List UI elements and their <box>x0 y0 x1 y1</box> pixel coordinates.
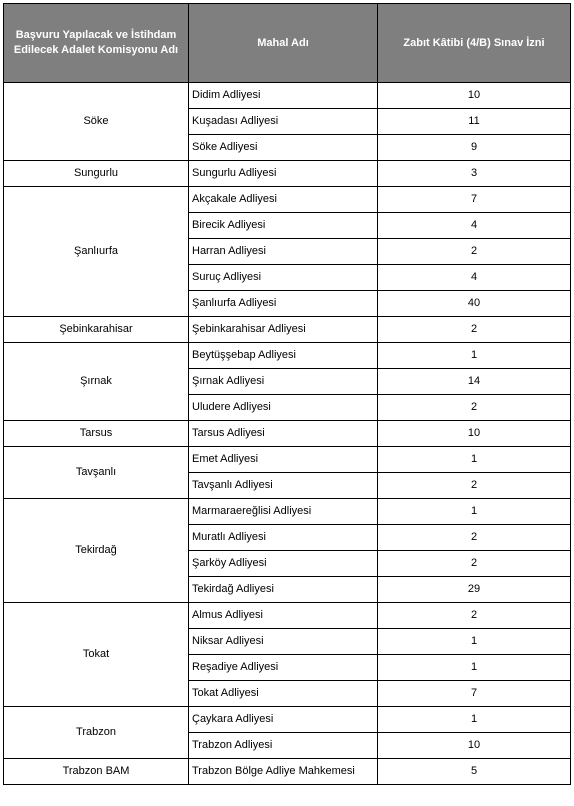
mahal-cell: Birecik Adliyesi <box>189 213 378 239</box>
mahal-cell: Tekirdağ Adliyesi <box>189 577 378 603</box>
header-row <box>4 4 571 83</box>
komisyon-cell: Tekirdağ <box>4 499 189 603</box>
mahal-cell: Didim Adliyesi <box>189 83 378 109</box>
sayi-cell: 7 <box>378 187 571 213</box>
header-mahal: Mahal Adı <box>189 4 378 83</box>
sayi-cell: 2 <box>378 395 571 421</box>
sayi-cell: 2 <box>378 603 571 629</box>
table-body <box>4 83 571 785</box>
sayi-cell: 4 <box>378 213 571 239</box>
mahal-cell: Şebinkarahisar Adliyesi <box>189 317 378 343</box>
table-row <box>4 759 571 785</box>
mahal-cell: Suruç Adliyesi <box>189 265 378 291</box>
komisyon-cell: Söke <box>4 83 189 161</box>
sayi-cell: 3 <box>378 161 571 187</box>
mahal-cell: Reşadiye Adliyesi <box>189 655 378 681</box>
sayi-cell: 1 <box>378 343 571 369</box>
mahal-cell: Beytüşşebap Adliyesi <box>189 343 378 369</box>
mahal-cell: Harran Adliyesi <box>189 239 378 265</box>
komisyon-cell: Trabzon BAM <box>4 759 189 785</box>
komisyon-cell: Şırnak <box>4 343 189 421</box>
mahal-cell: Akçakale Adliyesi <box>189 187 378 213</box>
sayi-cell: 2 <box>378 551 571 577</box>
mahal-cell: Niksar Adliyesi <box>189 629 378 655</box>
sayi-cell: 1 <box>378 447 571 473</box>
komisyon-cell: Şebinkarahisar <box>4 317 189 343</box>
table-row <box>4 447 571 473</box>
sayi-cell: 2 <box>378 317 571 343</box>
mahal-cell: Şırnak Adliyesi <box>189 369 378 395</box>
mahal-cell: Tavşanlı Adliyesi <box>189 473 378 499</box>
komisyon-cell: Tavşanlı <box>4 447 189 499</box>
quota-table-container <box>3 3 571 785</box>
sayi-cell: 40 <box>378 291 571 317</box>
sayi-cell: 5 <box>378 759 571 785</box>
mahal-cell: Trabzon Adliyesi <box>189 733 378 759</box>
sayi-cell: 10 <box>378 733 571 759</box>
sayi-cell: 2 <box>378 525 571 551</box>
mahal-cell: Kuşadası Adliyesi <box>189 109 378 135</box>
mahal-cell: Marmaraereğlisi Adliyesi <box>189 499 378 525</box>
mahal-cell: Trabzon Bölge Adliye Mahkemesi <box>189 759 378 785</box>
mahal-cell: Tokat Adliyesi <box>189 681 378 707</box>
mahal-cell: Çaykara Adliyesi <box>189 707 378 733</box>
mahal-cell: Uludere Adliyesi <box>189 395 378 421</box>
header-komisyon: Başvuru Yapılacak ve İstihdam Edilecek Adalet Komisyonu Adı <box>4 4 189 83</box>
mahal-cell: Şarköy Adliyesi <box>189 551 378 577</box>
komisyon-cell: Trabzon <box>4 707 189 759</box>
sayi-cell: 11 <box>378 109 571 135</box>
sayi-cell: 1 <box>378 655 571 681</box>
sayi-cell: 7 <box>378 681 571 707</box>
mahal-cell: Almus Adliyesi <box>189 603 378 629</box>
mahal-cell: Emet Adliyesi <box>189 447 378 473</box>
sayi-cell: 29 <box>378 577 571 603</box>
mahal-cell: Tarsus Adliyesi <box>189 421 378 447</box>
sayi-cell: 1 <box>378 707 571 733</box>
sayi-cell: 9 <box>378 135 571 161</box>
table-row <box>4 343 571 369</box>
table-row <box>4 317 571 343</box>
sayi-cell: 2 <box>378 473 571 499</box>
mahal-cell: Şanlıurfa Adliyesi <box>189 291 378 317</box>
komisyon-cell: Şanlıurfa <box>4 187 189 317</box>
mahal-cell: Sungurlu Adliyesi <box>189 161 378 187</box>
quota-table <box>3 3 571 785</box>
komisyon-cell: Tokat <box>4 603 189 707</box>
table-row <box>4 421 571 447</box>
komisyon-cell: Tarsus <box>4 421 189 447</box>
sayi-cell: 1 <box>378 499 571 525</box>
table-row <box>4 499 571 525</box>
sayi-cell: 4 <box>378 265 571 291</box>
mahal-cell: Muratlı Adliyesi <box>189 525 378 551</box>
table-row <box>4 161 571 187</box>
sayi-cell: 14 <box>378 369 571 395</box>
mahal-cell: Söke Adliyesi <box>189 135 378 161</box>
sayi-cell: 1 <box>378 629 571 655</box>
sayi-cell: 10 <box>378 421 571 447</box>
sayi-cell: 2 <box>378 239 571 265</box>
table-row <box>4 707 571 733</box>
table-row <box>4 187 571 213</box>
komisyon-cell: Sungurlu <box>4 161 189 187</box>
sayi-cell: 10 <box>378 83 571 109</box>
table-row <box>4 603 571 629</box>
table-row <box>4 83 571 109</box>
header-sayi: Zabıt Kâtibi (4/B) Sınav İzni <box>378 4 571 83</box>
